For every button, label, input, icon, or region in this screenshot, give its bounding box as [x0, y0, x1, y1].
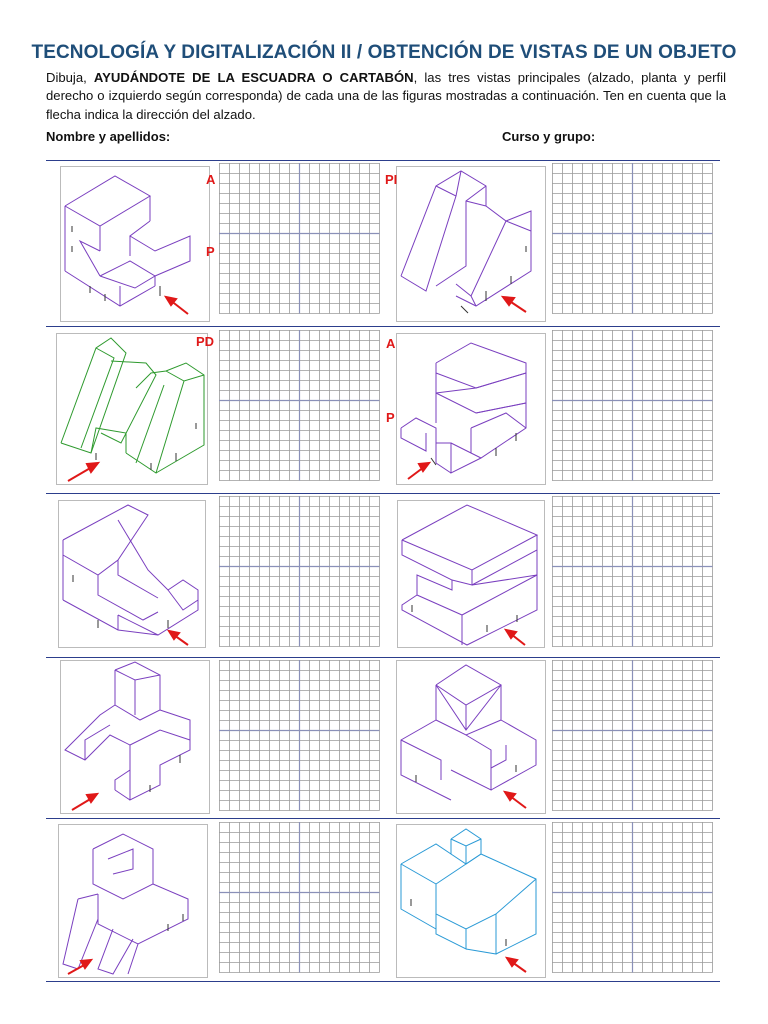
isometric-figure-1 — [60, 166, 210, 327]
drawing-grid[interactable] — [219, 496, 382, 659]
tag-planta: P — [206, 244, 215, 259]
drawing-grid[interactable] — [552, 496, 717, 659]
isometric-figure-5 — [58, 500, 206, 653]
drawing-grid[interactable] — [552, 330, 717, 493]
drawing-grid[interactable] — [552, 660, 717, 819]
tag-planta: P — [386, 410, 395, 425]
isometric-figure-10 — [396, 824, 546, 983]
drawing-grid[interactable] — [219, 163, 382, 326]
row-divider — [46, 160, 720, 161]
isometric-figure-7 — [60, 660, 210, 819]
tag-perfil-derecho: PD — [196, 334, 215, 349]
isometric-figure-2 — [396, 166, 546, 327]
tag-alzado: A — [386, 336, 396, 351]
tag-perfil-izquierdo: PI — [385, 172, 398, 187]
drawing-grid[interactable] — [552, 822, 717, 983]
isometric-figure-3 — [56, 333, 208, 490]
intro-bold: AYUDÁNDOTE DE LA ESCUADRA O CARTABÓN — [93, 70, 414, 85]
isometric-figure-4 — [396, 333, 546, 490]
intro-pre: Dibuja, — [46, 70, 94, 85]
drawing-grid[interactable] — [552, 163, 717, 326]
isometric-figure-8 — [396, 660, 546, 819]
drawing-grid[interactable] — [219, 660, 382, 819]
isometric-figure-9 — [58, 824, 208, 983]
drawing-grid[interactable] — [219, 822, 382, 983]
name-label: Nombre y apellidos: — [46, 129, 171, 144]
tag-alzado: A — [206, 172, 216, 187]
page-title: TECNOLOGÍA Y DIGITALIZACIÓN II / OBTENCIÓN DE VISTAS DE UN OBJETO — [31, 42, 737, 63]
course-label: Curso y grupo: — [502, 129, 596, 144]
intro-post: , las tres vistas principales (alzado, planta y perfil derecho o izquierdo según corresponda) de cada una de las figuras mostradas a continuación. Ten en cuenta que la flecha indica la dirección del alzado. — [46, 70, 726, 122]
drawing-grid[interactable] — [219, 330, 382, 493]
isometric-figure-6 — [397, 500, 545, 653]
row-divider — [46, 493, 720, 494]
instructions — [46, 69, 726, 124]
